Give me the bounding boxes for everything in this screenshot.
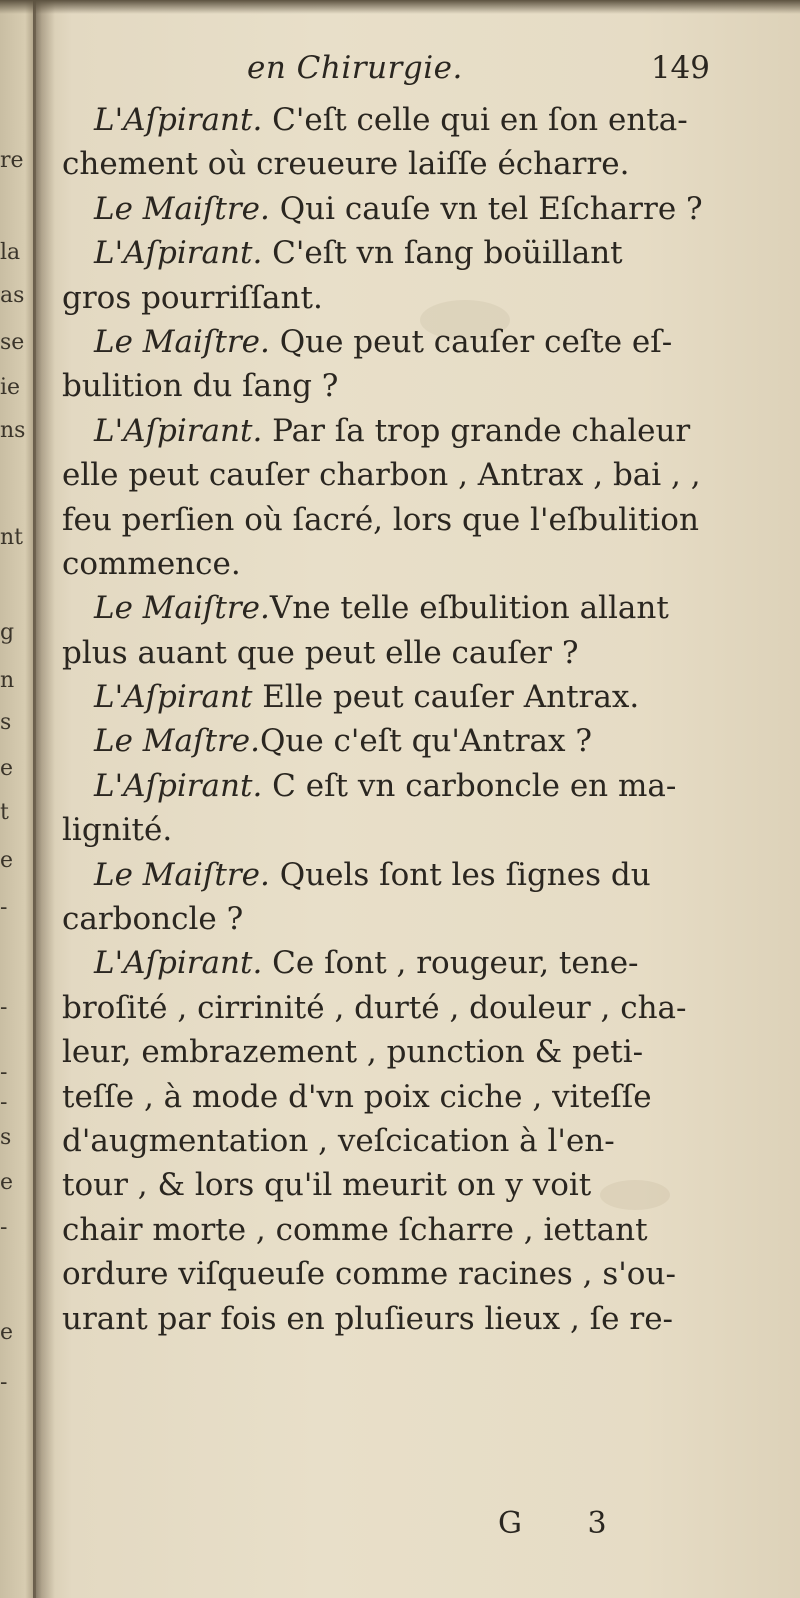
speaker-label: Le Maiſtre. [94,323,270,360]
running-title: en Chirurgie. [247,50,463,86]
text-line [62,1030,712,1074]
text-line [62,1119,712,1163]
line-text: carboncle ? [62,901,244,938]
previous-page-fragment: - [0,1090,8,1115]
gutter-shadow [33,0,55,1598]
text-line [62,276,712,320]
page-number: 149 [650,50,710,86]
line-text: Que c'eſt qu'Antrax ? [259,723,592,760]
line-text: Que peut cauſer ceſte eſ- [269,323,673,360]
previous-page-fragment: n [0,668,15,693]
text-line [62,187,712,231]
speaker-label: Le Maiſtre. [94,190,270,227]
previous-page-fragment: as [0,283,25,308]
line-text: plus auant que peut elle cauſer ? [62,634,579,671]
previous-page-fragment: re [0,148,24,173]
previous-page-edge [0,0,36,1598]
line-text: d'augmentation , veſcication à l'en- [62,1122,615,1159]
body-text [62,98,712,1341]
text-line [62,542,712,586]
text-line [62,364,712,408]
speaker-label: Le Maiſtre. [94,590,270,627]
text-line [62,897,712,941]
line-text: chement où creueure laiſſe écharre. [62,146,630,183]
previous-page-fragment: - [0,1060,8,1085]
previous-page-fragment: - [0,1215,8,1240]
text-line [62,1208,712,1252]
speaker-label: L'Aſpirant. [94,945,263,982]
speaker-label: Le Maiſtre. [94,856,270,893]
line-text: teſſe , à mode d'vn poix ciche , viteſſe [62,1078,652,1115]
speaker-label: L'Aſpirant. [94,235,263,272]
line-text: feu perſien où ſacré, lors que l'eſbulition [62,501,699,538]
text-line [62,586,712,630]
text-line [62,808,712,852]
text-line [62,1163,712,1207]
line-text: C'eſt celle qui en ſon enta- [262,102,688,138]
line-text: Ce ſont , rougeur, tene- [262,945,639,982]
line-text: elle peut cauſer charbon , Antrax , bai , , [62,457,701,494]
line-text: commence. [62,545,241,582]
previous-page-fragment: ie [0,375,21,400]
line-text: broſité , cirrinité , durté , douleur , cha- [62,989,687,1026]
text-line [62,98,712,142]
line-text: Vne telle eſbulition allant [269,590,669,627]
line-text: chair morte , comme ſcharre , iettant [62,1211,648,1248]
text-line [62,1252,712,1296]
line-text: leur, embrazement , punction & peti- [62,1034,644,1071]
speaker-label: L'Aſpirant. [94,412,263,449]
previous-page-fragment: s [0,1125,12,1150]
line-text: C'eſt vn ſang boüillant [262,235,623,272]
speaker-label: L'Aſpirant [94,679,253,716]
previous-page-fragment: t [0,800,9,825]
text-line [62,231,712,275]
page-top-edge [0,0,800,14]
previous-page-fragment: - [0,895,8,920]
text-line [62,409,712,453]
text-line [62,853,712,897]
line-text: Qui cauſe vn tel Eſcharre ? [269,190,703,227]
line-text: tour , & lors qu'il meurit on y voit [62,1167,592,1204]
text-line [62,631,712,675]
previous-page-fragment: s [0,710,12,735]
line-text: gros pourriſſant. [62,279,323,316]
line-text: bulition du ſang ? [62,368,339,405]
speaker-label: L'Aſpirant. [94,102,263,138]
signature-mark: G 3 [498,1506,635,1541]
previous-page-fragment: e [0,1170,14,1195]
speaker-label: Le Maſtre. [94,723,260,760]
text-line [62,453,712,497]
previous-page-fragment: ns [0,418,26,443]
running-header [62,50,710,96]
text-line [62,498,712,542]
text-line [62,764,712,808]
line-text: Elle peut cauſer Antrax. [252,679,640,716]
previous-page-fragment: e [0,1320,14,1345]
previous-page-fragment: - [0,995,8,1020]
text-line [62,986,712,1030]
line-text: urant par fois en pluſieurs lieux , ſe re- [62,1300,674,1337]
text-line [62,142,712,186]
line-text: Par ſa trop grande chaleur [262,412,691,449]
previous-page-fragment: e [0,848,14,873]
line-text: C eſt vn carboncle en ma- [262,767,677,804]
previous-page-fragment: la [0,240,21,265]
previous-page-fragment: se [0,330,25,355]
line-text: lignité. [62,812,173,849]
text-line [62,675,712,719]
previous-page-fragment: nt [0,525,24,550]
previous-page-fragment: g [0,620,15,645]
text-line [62,941,712,985]
text-line [62,320,712,364]
previous-page-fragment: - [0,1370,8,1395]
speaker-label: L'Aſpirant. [94,767,263,804]
text-line [62,719,712,763]
line-text: Quels ſont les ſignes du [269,856,651,893]
previous-page-fragment: e [0,756,14,781]
text-line [62,1075,712,1119]
line-text: ordure viſqueuſe comme racines , s'ou- [62,1256,676,1293]
text-line [62,1297,712,1341]
